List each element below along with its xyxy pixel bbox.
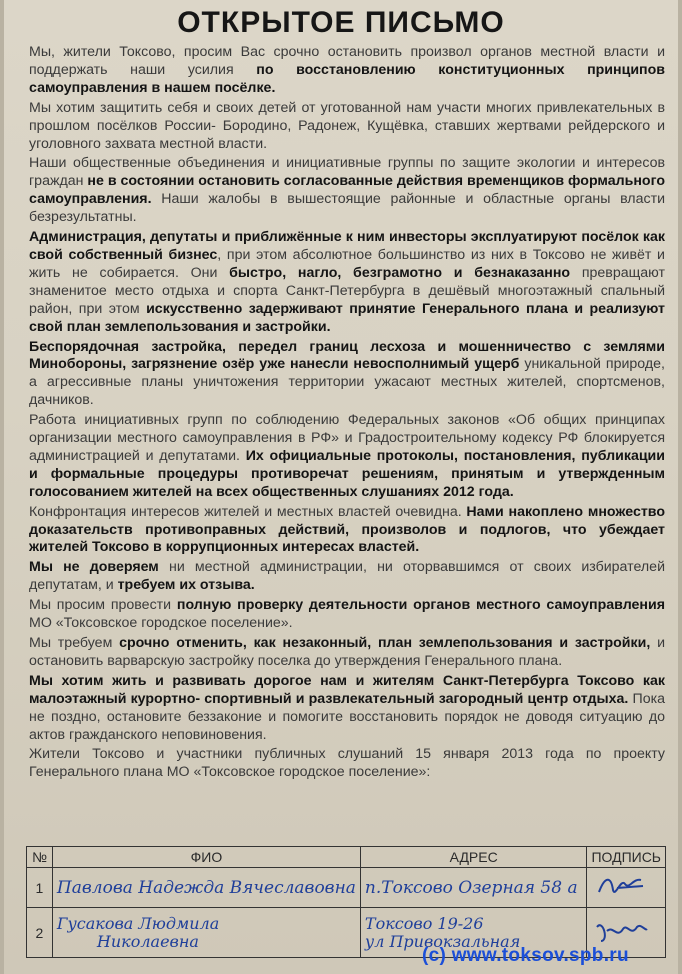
letter-paragraph [29, 559, 665, 595]
bold-text: Их официальные протоколы, постановления, публикации и формальные процедуры противоречат решениям, принятым и утвержденным голосованием жителей на всех общественных слушаниях 2012 года. [29, 447, 665, 500]
letter-sheet [4, 0, 678, 974]
paragraph-text: МО «Токсовское городское поселение». [29, 615, 293, 632]
letter-paragraph [29, 635, 665, 671]
letter-paragraph [29, 229, 665, 336]
bold-text: срочно отменить, как незаконный, план землепользования и застройки, [119, 635, 651, 651]
letter-paragraph [29, 673, 665, 745]
bold-text: Мы не доверяем [29, 559, 159, 576]
letter-paragraph [29, 412, 665, 502]
signature-image [591, 872, 651, 900]
paragraph-text: Мы, жители Токсово, просим Вас срочно остановить произвол органов местной власти и поддержать наши усилия [29, 44, 665, 78]
signer-name [52, 908, 360, 958]
letter-title: ОТКРЫТОЕ ПИСЬМО [177, 6, 505, 39]
bold-text: Нами накоплено множество доказательств противоправных действий, произволов и подлогов, что убеждает жителей Токсово в коррупционных интересах властей. [29, 503, 665, 556]
paragraph-text: ни местной администрации, ни оторвавшимся от своих избирателей депутатам, и [29, 559, 665, 594]
bold-text: по восстановлению конституционных принципов самоуправления в нашем посёлке. [29, 61, 665, 96]
bold-text: полную проверку деятельности органов местного самоуправления [176, 597, 665, 614]
handwritten-address-line: Токсово 19-26 [364, 913, 484, 933]
watermark-url: (c) www.toksov.spb.ru [422, 945, 629, 966]
bold-text: искусственно задерживают принятие Генерального плана и реализуют свой план землепользования и застройки. [29, 300, 665, 335]
signature-table [26, 846, 666, 958]
signature-cell [587, 868, 666, 908]
letter-paragraph [29, 746, 665, 782]
table-row [27, 868, 666, 908]
bold-text: требуем их отзыва. [117, 577, 255, 594]
paragraph-text: Мы хотим защитить себя и своих детей от уготованной нам участи многих привлекательных в прошлом посёлков России- Бородино, Радонеж, Кущёвка, ставших жертвами рейдерского и уголовного захвата местной власти. [29, 99, 665, 152]
paragraph-text: , при этом абсолютное большинство из них в Токсово не живёт и жить не собирается. Они [29, 246, 665, 281]
letter-paragraph [29, 504, 665, 558]
row-number: 1 [27, 868, 53, 908]
paragraph-text: Мы требуем [29, 635, 120, 651]
handwritten-name: Павлова Надежда Вячеславовна [56, 877, 356, 898]
signature-table-header [27, 847, 666, 868]
paragraph-text: Наши жалобы в вышестоящие районные и областные органы власти безрезультатны. [29, 191, 665, 226]
paragraph-text: Мы просим провести [29, 597, 177, 614]
paragraph-text: Жители Токсово и участники публичных слушаний 15 января 2013 года по проекту Генерального плана МО «Токсовское городское поселение»: [29, 746, 665, 781]
header-name: ФИО [52, 847, 360, 868]
letter-paragraph [29, 339, 665, 411]
bold-text: Администрация, депутаты и приближённые к ним инвесторы эксплуатируют посёлок как свой собственный бизнес [29, 229, 665, 263]
paragraph-text: Пока не поздно, остановите беззаконие и помогите восстановить порядок не доводя ситуацию до актов гражданского неповиновения. [29, 690, 665, 743]
header-number: № [27, 847, 53, 868]
letter-paragraph [29, 597, 665, 633]
letter-paragraph [29, 44, 665, 98]
handwritten-name-line: Николаевна [96, 931, 199, 951]
signature-image [591, 917, 651, 945]
row-number: 2 [27, 908, 53, 958]
bold-text: Мы хотим жить и развивать дорогое нам и жителям Санкт-Петербурга Токсово как малоэтажный курортно- спортивный и развлекательный загородный центр отдыха. [29, 672, 665, 707]
letter-paragraph [29, 100, 665, 154]
signer-address [360, 868, 587, 908]
paragraph-text: превращают знаменитое место отдыха и спорта Санкт-Петербурга в дешёвый многоэтажный спальный район, при этом [29, 264, 665, 317]
bold-text: Беспорядочная застройка, передел границ лесхоза и мошенничество с землями Минобороны, загрязнение озёр уже нанесли невосполнимый ущерб [29, 338, 665, 373]
header-signature: ПОДПИСЬ [587, 847, 666, 868]
letter-body [29, 44, 665, 784]
handwritten-address-line: ул Привокзальная [364, 931, 521, 951]
handwritten-address: п.Токсово Озерная 58 а [364, 877, 578, 898]
paragraph-text: Работа инициативных групп по соблюдению Федеральных законов «Об общих принципах организации местного самоуправления в РФ» и Градостроительному кодексу РФ блокируется администрацией и депутатами. [29, 412, 665, 464]
signer-name [52, 868, 360, 908]
paragraph-text: Конфронтация интересов жителей и местных властей очевидна. [29, 503, 467, 520]
header-address: АДРЕС [360, 847, 587, 868]
handwritten-name-line: Гусакова Людмила [56, 913, 220, 933]
paragraph-text: и остановить варварскую застройку поселка до утверждения Генерального плана. [29, 635, 665, 669]
bold-text: не в состоянии остановить согласованные действия временщиков формального самоуправления. [29, 173, 665, 208]
paragraph-text: уникальной природе, а агрессивные планы уничтожения территории ужасают местных жителей, спортсменов, дачников. [29, 356, 665, 409]
paragraph-text: Наши общественные объединения и инициативные группы по защите экологии и интересов граждан [29, 155, 665, 190]
letter-paragraph [29, 155, 665, 227]
bold-text: быстро, нагло, безграмотно и безнаказанно [229, 264, 571, 281]
